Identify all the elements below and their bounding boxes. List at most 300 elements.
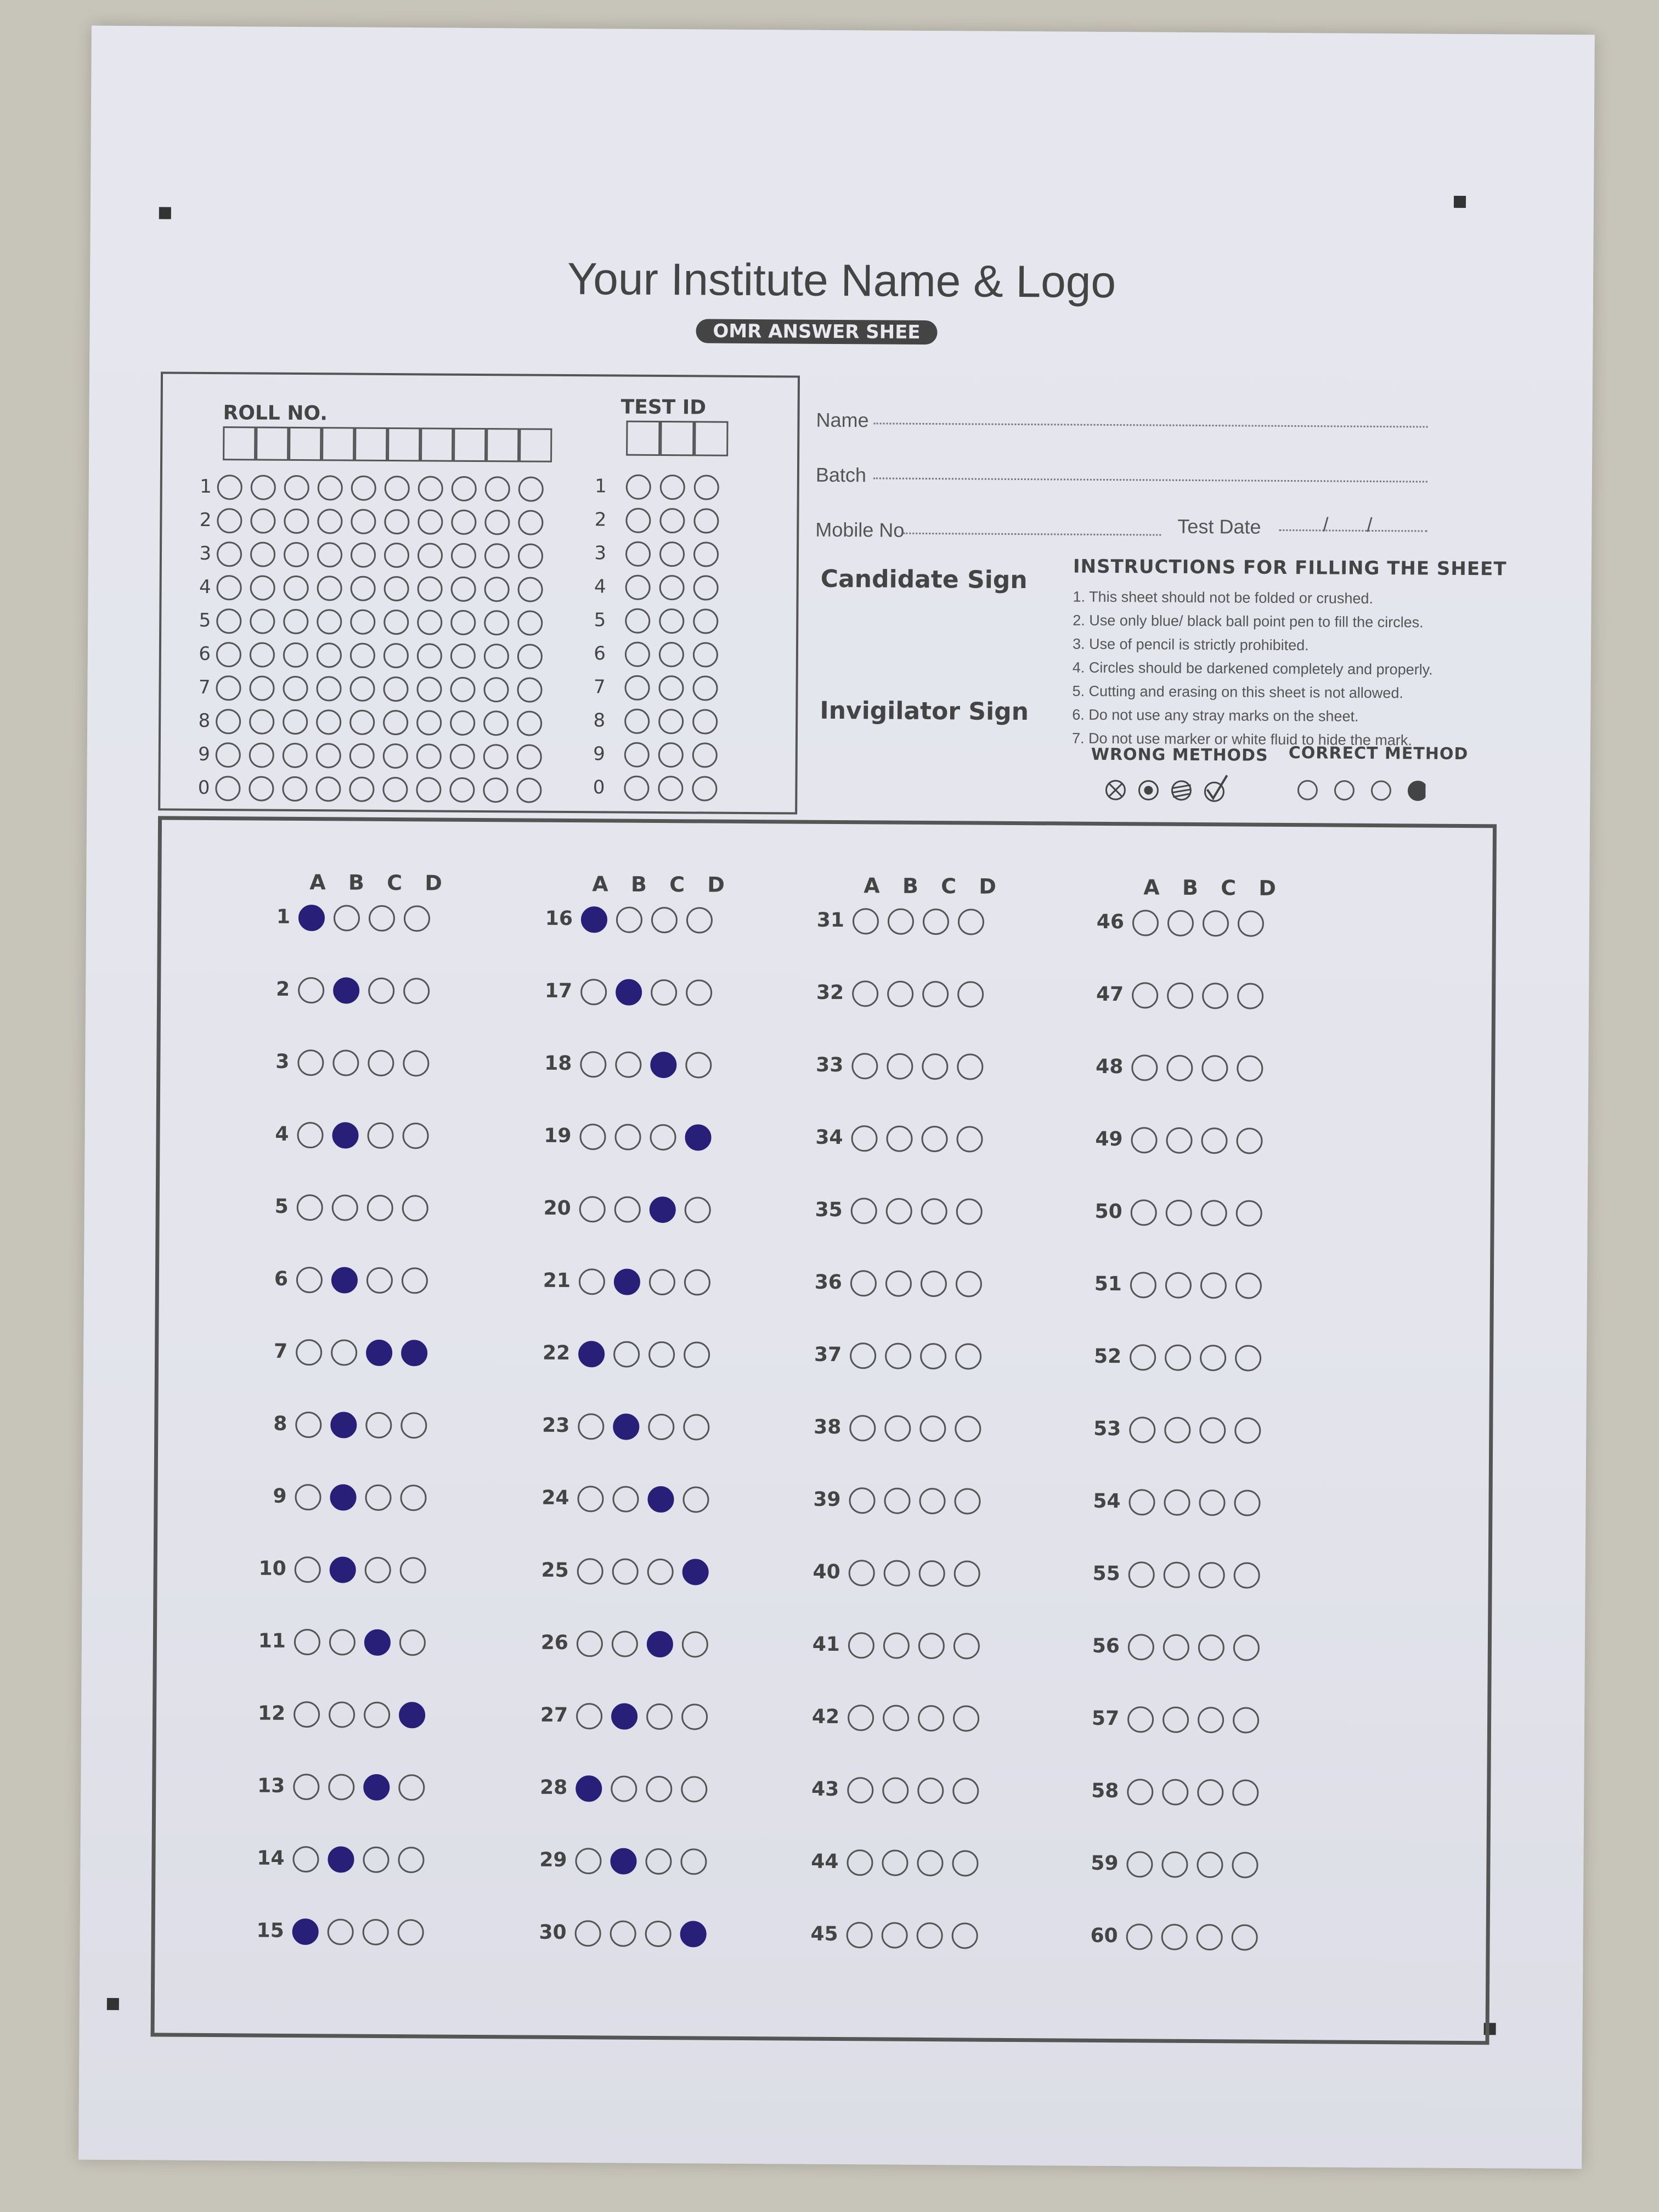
answer-bubble-b[interactable] bbox=[328, 1918, 354, 1945]
roll-digit-bubble[interactable] bbox=[216, 675, 241, 701]
test-id-digit-bubble[interactable] bbox=[692, 776, 717, 801]
answer-bubble-d[interactable] bbox=[683, 1414, 709, 1440]
answer-bubble-c[interactable] bbox=[651, 907, 678, 933]
answer-bubble-d[interactable] bbox=[681, 1776, 707, 1802]
answer-bubble-a[interactable] bbox=[1131, 1199, 1157, 1226]
answer-bubble-b[interactable] bbox=[328, 1774, 354, 1800]
answer-bubble-c[interactable] bbox=[366, 1340, 392, 1366]
roll-digit-bubble[interactable] bbox=[451, 577, 476, 602]
answer-bubble-b[interactable] bbox=[610, 1848, 636, 1875]
test-id-digit-bubble[interactable] bbox=[625, 642, 650, 667]
roll-number-digit-box[interactable] bbox=[321, 427, 354, 461]
answer-bubble-a[interactable] bbox=[851, 1053, 878, 1079]
test-id-digit-bubble[interactable] bbox=[694, 475, 719, 500]
answer-bubble-a[interactable] bbox=[849, 1415, 876, 1441]
roll-digit-bubble[interactable] bbox=[518, 543, 543, 568]
roll-digit-bubble[interactable] bbox=[217, 475, 242, 500]
answer-bubble-d[interactable] bbox=[1236, 1200, 1262, 1226]
answer-bubble-b[interactable] bbox=[882, 1850, 908, 1876]
roll-digit-bubble[interactable] bbox=[283, 642, 308, 668]
roll-digit-bubble[interactable] bbox=[417, 509, 443, 534]
roll-digit-bubble[interactable] bbox=[216, 608, 241, 634]
roll-number-digit-box[interactable] bbox=[519, 428, 552, 462]
roll-digit-bubble[interactable] bbox=[249, 675, 274, 701]
answer-bubble-b[interactable] bbox=[613, 1341, 640, 1368]
answer-bubble-b[interactable] bbox=[887, 981, 913, 1007]
answer-bubble-b[interactable] bbox=[334, 905, 360, 931]
roll-digit-bubble[interactable] bbox=[417, 610, 442, 635]
answer-bubble-d[interactable] bbox=[682, 1631, 708, 1657]
roll-digit-bubble[interactable] bbox=[249, 776, 274, 801]
roll-digit-bubble[interactable] bbox=[350, 643, 375, 668]
answer-bubble-c[interactable] bbox=[368, 978, 394, 1004]
answer-bubble-a[interactable] bbox=[581, 906, 607, 933]
answer-bubble-b[interactable] bbox=[330, 1556, 356, 1583]
answer-bubble-d[interactable] bbox=[402, 1267, 428, 1294]
answer-bubble-c[interactable] bbox=[1200, 1345, 1226, 1371]
roll-digit-bubble[interactable] bbox=[484, 543, 510, 568]
answer-bubble-b[interactable] bbox=[616, 907, 642, 933]
answer-bubble-a[interactable] bbox=[847, 1777, 873, 1803]
answer-bubble-b[interactable] bbox=[614, 1269, 640, 1295]
answer-bubble-d[interactable] bbox=[401, 1340, 427, 1366]
answer-bubble-b[interactable] bbox=[885, 1343, 911, 1369]
answer-bubble-d[interactable] bbox=[1232, 1924, 1258, 1950]
answer-bubble-a[interactable] bbox=[1131, 1127, 1157, 1153]
answer-bubble-d[interactable] bbox=[952, 1850, 978, 1876]
answer-bubble-b[interactable] bbox=[328, 1846, 354, 1872]
roll-digit-bubble[interactable] bbox=[416, 676, 442, 702]
test-id-digit-box[interactable] bbox=[694, 421, 728, 456]
roll-digit-bubble[interactable] bbox=[250, 642, 275, 667]
roll-number-digit-box[interactable] bbox=[223, 426, 256, 460]
answer-bubble-b[interactable] bbox=[329, 1629, 356, 1655]
test-id-digit-bubble[interactable] bbox=[625, 508, 651, 533]
answer-bubble-a[interactable] bbox=[849, 1560, 875, 1586]
answer-bubble-a[interactable] bbox=[296, 1267, 323, 1293]
roll-digit-bubble[interactable] bbox=[383, 710, 408, 735]
answer-bubble-c[interactable] bbox=[367, 1122, 393, 1149]
roll-digit-bubble[interactable] bbox=[517, 610, 543, 635]
answer-bubble-d[interactable] bbox=[957, 1053, 983, 1080]
answer-bubble-d[interactable] bbox=[686, 979, 712, 1006]
answer-bubble-b[interactable] bbox=[887, 1053, 913, 1080]
answer-bubble-c[interactable] bbox=[367, 1195, 393, 1221]
test-id-digit-bubble[interactable] bbox=[659, 575, 685, 600]
answer-bubble-d[interactable] bbox=[681, 1703, 708, 1730]
answer-bubble-b[interactable] bbox=[1166, 1055, 1193, 1081]
answer-bubble-b[interactable] bbox=[1167, 983, 1193, 1009]
answer-bubble-b[interactable] bbox=[332, 1194, 358, 1221]
answer-bubble-b[interactable] bbox=[333, 977, 359, 1003]
answer-bubble-a[interactable] bbox=[1130, 1272, 1156, 1298]
roll-digit-bubble[interactable] bbox=[217, 541, 242, 567]
answer-bubble-c[interactable] bbox=[922, 1053, 948, 1080]
test-id-digit-bubble[interactable] bbox=[625, 608, 650, 634]
test-date-field[interactable] bbox=[1279, 529, 1427, 532]
roll-digit-bubble[interactable] bbox=[317, 575, 342, 601]
answer-bubble-c[interactable] bbox=[923, 909, 949, 935]
test-id-digit-bubble[interactable] bbox=[659, 608, 684, 634]
roll-digit-bubble[interactable] bbox=[217, 508, 242, 533]
answer-bubble-b[interactable] bbox=[882, 1922, 908, 1949]
answer-bubble-d[interactable] bbox=[1235, 1345, 1261, 1371]
answer-bubble-b[interactable] bbox=[1161, 1924, 1188, 1950]
answer-bubble-a[interactable] bbox=[847, 1849, 873, 1876]
roll-digit-bubble[interactable] bbox=[216, 742, 241, 768]
roll-digit-bubble[interactable] bbox=[518, 577, 543, 602]
roll-digit-bubble[interactable] bbox=[483, 744, 509, 769]
roll-digit-bubble[interactable] bbox=[483, 777, 508, 803]
roll-digit-bubble[interactable] bbox=[416, 743, 442, 769]
test-id-digit-bubble[interactable] bbox=[692, 675, 718, 701]
answer-bubble-a[interactable] bbox=[1128, 1561, 1155, 1588]
answer-bubble-c[interactable] bbox=[366, 1267, 393, 1294]
roll-digit-bubble[interactable] bbox=[350, 610, 375, 635]
roll-digit-bubble[interactable] bbox=[517, 710, 542, 736]
roll-digit-bubble[interactable] bbox=[316, 743, 341, 768]
answer-bubble-a[interactable] bbox=[575, 1775, 602, 1802]
answer-bubble-c[interactable] bbox=[368, 1050, 394, 1076]
roll-digit-bubble[interactable] bbox=[351, 576, 376, 601]
answer-bubble-d[interactable] bbox=[953, 1705, 979, 1731]
roll-digit-bubble[interactable] bbox=[284, 542, 309, 567]
answer-bubble-b[interactable] bbox=[331, 1339, 357, 1365]
answer-bubble-d[interactable] bbox=[686, 907, 713, 933]
roll-digit-bubble[interactable] bbox=[283, 709, 308, 735]
test-id-digit-bubble[interactable] bbox=[693, 541, 719, 567]
answer-bubble-c[interactable] bbox=[919, 1415, 946, 1442]
answer-bubble-a[interactable] bbox=[850, 1342, 876, 1369]
test-id-digit-bubble[interactable] bbox=[693, 508, 719, 533]
answer-bubble-c[interactable] bbox=[917, 1922, 943, 1949]
answer-bubble-c[interactable] bbox=[922, 981, 949, 1007]
roll-digit-bubble[interactable] bbox=[283, 609, 308, 634]
answer-bubble-d[interactable] bbox=[398, 1774, 425, 1801]
roll-digit-bubble[interactable] bbox=[484, 610, 509, 635]
roll-digit-bubble[interactable] bbox=[483, 677, 509, 702]
answer-bubble-a[interactable] bbox=[295, 1484, 321, 1510]
answer-bubble-b[interactable] bbox=[610, 1921, 636, 1947]
answer-bubble-c[interactable] bbox=[1201, 1127, 1227, 1154]
mobile-field[interactable] bbox=[903, 533, 1161, 536]
answer-bubble-d[interactable] bbox=[1234, 1417, 1261, 1443]
roll-digit-bubble[interactable] bbox=[317, 609, 342, 634]
answer-bubble-a[interactable] bbox=[1132, 910, 1159, 936]
roll-digit-bubble[interactable] bbox=[417, 643, 442, 668]
answer-bubble-b[interactable] bbox=[332, 1049, 359, 1076]
answer-bubble-c[interactable] bbox=[646, 1703, 673, 1730]
answer-bubble-d[interactable] bbox=[956, 1271, 982, 1297]
roll-digit-bubble[interactable] bbox=[351, 543, 376, 568]
answer-bubble-a[interactable] bbox=[579, 1124, 606, 1150]
roll-digit-bubble[interactable] bbox=[451, 543, 476, 568]
answer-bubble-c[interactable] bbox=[647, 1559, 674, 1585]
batch-field[interactable] bbox=[873, 477, 1427, 482]
roll-digit-bubble[interactable] bbox=[349, 743, 375, 769]
answer-bubble-c[interactable] bbox=[1199, 1562, 1225, 1588]
answer-bubble-d[interactable] bbox=[958, 909, 984, 935]
answer-bubble-b[interactable] bbox=[885, 1271, 912, 1297]
roll-digit-bubble[interactable] bbox=[518, 476, 544, 501]
answer-bubble-b[interactable] bbox=[614, 1197, 641, 1223]
test-id-digit-bubble[interactable] bbox=[658, 776, 683, 801]
answer-bubble-d[interactable] bbox=[682, 1486, 709, 1513]
answer-bubble-c[interactable] bbox=[1202, 983, 1228, 1009]
test-id-digit-bubble[interactable] bbox=[624, 776, 649, 801]
answer-bubble-c[interactable] bbox=[1200, 1272, 1227, 1299]
roll-digit-bubble[interactable] bbox=[484, 644, 509, 669]
answer-bubble-b[interactable] bbox=[330, 1412, 357, 1438]
answer-bubble-a[interactable] bbox=[292, 1918, 319, 1945]
answer-bubble-a[interactable] bbox=[1131, 1054, 1158, 1081]
answer-bubble-b[interactable] bbox=[1162, 1779, 1188, 1805]
answer-bubble-a[interactable] bbox=[577, 1558, 603, 1584]
test-id-digit-bubble[interactable] bbox=[624, 742, 650, 768]
answer-bubble-c[interactable] bbox=[921, 1271, 947, 1297]
roll-digit-bubble[interactable] bbox=[317, 642, 342, 668]
answer-bubble-b[interactable] bbox=[616, 979, 642, 1006]
roll-digit-bubble[interactable] bbox=[284, 509, 309, 534]
answer-bubble-b[interactable] bbox=[612, 1559, 639, 1585]
answer-bubble-c[interactable] bbox=[1199, 1489, 1225, 1516]
test-id-digit-bubble[interactable] bbox=[626, 475, 651, 500]
test-id-digit-bubble[interactable] bbox=[659, 642, 684, 667]
answer-bubble-c[interactable] bbox=[363, 1919, 389, 1945]
answer-bubble-c[interactable] bbox=[920, 1343, 946, 1369]
answer-bubble-d[interactable] bbox=[685, 1124, 711, 1150]
answer-bubble-d[interactable] bbox=[952, 1922, 978, 1949]
roll-digit-bubble[interactable] bbox=[283, 676, 308, 701]
answer-bubble-a[interactable] bbox=[1126, 1851, 1153, 1877]
answer-bubble-d[interactable] bbox=[684, 1269, 710, 1295]
answer-bubble-a[interactable] bbox=[296, 1339, 322, 1365]
answer-bubble-b[interactable] bbox=[1165, 1272, 1192, 1299]
roll-number-digit-box[interactable] bbox=[289, 427, 321, 461]
answer-bubble-a[interactable] bbox=[849, 1487, 875, 1514]
answer-bubble-d[interactable] bbox=[952, 1778, 979, 1804]
answer-bubble-a[interactable] bbox=[575, 1848, 601, 1874]
roll-digit-bubble[interactable] bbox=[417, 543, 443, 568]
answer-bubble-c[interactable] bbox=[1203, 910, 1229, 936]
roll-digit-bubble[interactable] bbox=[384, 543, 409, 568]
answer-bubble-d[interactable] bbox=[400, 1485, 426, 1511]
roll-digit-bubble[interactable] bbox=[417, 576, 443, 601]
answer-bubble-b[interactable] bbox=[1161, 1852, 1188, 1878]
answer-bubble-c[interactable] bbox=[646, 1776, 672, 1802]
answer-bubble-d[interactable] bbox=[398, 1919, 424, 1945]
roll-digit-bubble[interactable] bbox=[249, 709, 274, 734]
answer-bubble-c[interactable] bbox=[648, 1341, 675, 1368]
answer-bubble-a[interactable] bbox=[297, 1122, 323, 1148]
answer-bubble-a[interactable] bbox=[1130, 1344, 1156, 1370]
answer-bubble-a[interactable] bbox=[580, 1051, 606, 1077]
test-id-digit-bubble[interactable] bbox=[625, 541, 651, 567]
answer-bubble-c[interactable] bbox=[1198, 1634, 1224, 1661]
answer-bubble-d[interactable] bbox=[954, 1560, 980, 1587]
answer-bubble-d[interactable] bbox=[684, 1341, 710, 1368]
roll-digit-bubble[interactable] bbox=[316, 676, 341, 701]
answer-bubble-c[interactable] bbox=[648, 1414, 674, 1440]
answer-bubble-a[interactable] bbox=[1126, 1923, 1153, 1950]
answer-bubble-c[interactable] bbox=[918, 1633, 945, 1659]
roll-digit-bubble[interactable] bbox=[316, 709, 341, 735]
answer-bubble-d[interactable] bbox=[1232, 1852, 1258, 1878]
roll-digit-bubble[interactable] bbox=[284, 575, 309, 601]
answer-bubble-d[interactable] bbox=[402, 1122, 428, 1149]
answer-bubble-b[interactable] bbox=[611, 1703, 637, 1730]
answer-bubble-c[interactable] bbox=[363, 1774, 390, 1801]
roll-number-digit-box[interactable] bbox=[453, 428, 486, 462]
answer-bubble-c[interactable] bbox=[649, 1269, 675, 1295]
roll-digit-bubble[interactable] bbox=[351, 509, 376, 534]
roll-digit-bubble[interactable] bbox=[451, 510, 476, 535]
answer-bubble-a[interactable] bbox=[575, 1920, 601, 1946]
answer-bubble-d[interactable] bbox=[400, 1412, 427, 1438]
answer-bubble-b[interactable] bbox=[1164, 1489, 1190, 1516]
answer-bubble-d[interactable] bbox=[1236, 1127, 1262, 1154]
roll-digit-bubble[interactable] bbox=[250, 575, 275, 600]
roll-digit-bubble[interactable] bbox=[251, 475, 276, 500]
roll-digit-bubble[interactable] bbox=[216, 642, 241, 667]
roll-digit-bubble[interactable] bbox=[450, 644, 476, 669]
roll-digit-bubble[interactable] bbox=[315, 776, 341, 802]
test-id-digit-bubble[interactable] bbox=[624, 675, 650, 701]
roll-digit-bubble[interactable] bbox=[250, 541, 275, 567]
answer-bubble-b[interactable] bbox=[888, 909, 914, 935]
test-id-digit-bubble[interactable] bbox=[658, 709, 684, 734]
answer-bubble-a[interactable] bbox=[295, 1556, 321, 1583]
roll-digit-bubble[interactable] bbox=[383, 743, 408, 769]
answer-bubble-b[interactable] bbox=[331, 1267, 358, 1293]
answer-bubble-d[interactable] bbox=[956, 1126, 983, 1152]
roll-digit-bubble[interactable] bbox=[518, 510, 543, 535]
roll-digit-bubble[interactable] bbox=[351, 476, 376, 501]
answer-bubble-a[interactable] bbox=[1129, 1417, 1155, 1443]
answer-bubble-c[interactable] bbox=[365, 1557, 391, 1583]
roll-digit-bubble[interactable] bbox=[450, 710, 475, 736]
answer-bubble-a[interactable] bbox=[853, 908, 879, 934]
answer-bubble-d[interactable] bbox=[1238, 910, 1264, 936]
roll-number-digit-box[interactable] bbox=[387, 427, 420, 461]
answer-bubble-c[interactable] bbox=[645, 1921, 672, 1947]
test-id-digit-bubble[interactable] bbox=[658, 742, 684, 768]
answer-bubble-d[interactable] bbox=[399, 1629, 426, 1656]
answer-bubble-a[interactable] bbox=[297, 1194, 323, 1221]
answer-bubble-b[interactable] bbox=[1166, 1200, 1192, 1226]
answer-bubble-a[interactable] bbox=[852, 980, 878, 1007]
answer-bubble-b[interactable] bbox=[1164, 1562, 1190, 1588]
answer-bubble-c[interactable] bbox=[364, 1702, 390, 1728]
answer-bubble-c[interactable] bbox=[364, 1629, 391, 1656]
roll-digit-bubble[interactable] bbox=[517, 744, 542, 769]
test-id-digit-box[interactable] bbox=[660, 421, 694, 456]
roll-digit-bubble[interactable] bbox=[317, 542, 342, 567]
roll-number-digit-box[interactable] bbox=[256, 427, 289, 461]
roll-digit-bubble[interactable] bbox=[284, 475, 309, 500]
answer-bubble-a[interactable] bbox=[292, 1846, 319, 1872]
name-field[interactable] bbox=[873, 422, 1427, 427]
answer-bubble-d[interactable] bbox=[404, 905, 430, 932]
answer-bubble-d[interactable] bbox=[1237, 1055, 1263, 1081]
answer-bubble-b[interactable] bbox=[1166, 1127, 1192, 1154]
roll-digit-bubble[interactable] bbox=[383, 643, 409, 668]
roll-digit-bubble[interactable] bbox=[517, 644, 543, 669]
answer-bubble-a[interactable] bbox=[577, 1630, 603, 1657]
answer-bubble-d[interactable] bbox=[685, 1052, 712, 1078]
answer-bubble-d[interactable] bbox=[398, 1847, 424, 1873]
test-id-digit-bubble[interactable] bbox=[693, 608, 718, 634]
roll-digit-bubble[interactable] bbox=[452, 476, 477, 501]
answer-bubble-b[interactable] bbox=[612, 1631, 638, 1657]
roll-digit-bubble[interactable] bbox=[349, 710, 375, 735]
roll-digit-bubble[interactable] bbox=[283, 743, 308, 768]
answer-bubble-b[interactable] bbox=[1164, 1417, 1190, 1443]
answer-bubble-d[interactable] bbox=[953, 1633, 980, 1659]
answer-bubble-d[interactable] bbox=[682, 1559, 709, 1585]
answer-bubble-d[interactable] bbox=[400, 1557, 426, 1583]
test-id-digit-bubble[interactable] bbox=[692, 742, 718, 768]
roll-digit-bubble[interactable] bbox=[250, 608, 275, 634]
answer-bubble-a[interactable] bbox=[298, 977, 324, 1003]
answer-bubble-c[interactable] bbox=[917, 1778, 944, 1804]
answer-bubble-d[interactable] bbox=[680, 1921, 707, 1947]
answer-bubble-d[interactable] bbox=[1234, 1489, 1260, 1516]
answer-bubble-a[interactable] bbox=[579, 1268, 605, 1295]
answer-bubble-b[interactable] bbox=[1165, 1345, 1191, 1371]
answer-bubble-c[interactable] bbox=[650, 1197, 676, 1223]
answer-bubble-a[interactable] bbox=[1127, 1706, 1154, 1733]
roll-digit-bubble[interactable] bbox=[449, 777, 475, 803]
answer-bubble-c[interactable] bbox=[365, 1485, 391, 1511]
answer-bubble-b[interactable] bbox=[886, 1198, 912, 1224]
answer-bubble-d[interactable] bbox=[955, 1415, 981, 1442]
answer-bubble-a[interactable] bbox=[848, 1705, 874, 1731]
answer-bubble-a[interactable] bbox=[578, 1341, 605, 1367]
answer-bubble-c[interactable] bbox=[1197, 1924, 1223, 1950]
answer-bubble-d[interactable] bbox=[685, 1197, 711, 1223]
answer-bubble-c[interactable] bbox=[1197, 1852, 1223, 1878]
answer-bubble-a[interactable] bbox=[848, 1632, 874, 1658]
answer-bubble-a[interactable] bbox=[847, 1922, 873, 1948]
answer-bubble-c[interactable] bbox=[365, 1412, 392, 1438]
answer-bubble-c[interactable] bbox=[363, 1847, 389, 1873]
roll-digit-bubble[interactable] bbox=[450, 677, 475, 702]
answer-bubble-b[interactable] bbox=[884, 1488, 910, 1514]
answer-bubble-c[interactable] bbox=[1201, 1200, 1227, 1226]
answer-bubble-a[interactable] bbox=[298, 905, 325, 931]
test-id-digit-bubble[interactable] bbox=[624, 709, 650, 734]
answer-bubble-b[interactable] bbox=[884, 1415, 911, 1442]
answer-bubble-c[interactable] bbox=[650, 1052, 676, 1078]
answer-bubble-a[interactable] bbox=[1128, 1634, 1154, 1660]
roll-digit-bubble[interactable] bbox=[383, 676, 408, 702]
answer-bubble-a[interactable] bbox=[850, 1270, 877, 1296]
answer-bubble-d[interactable] bbox=[403, 978, 430, 1004]
answer-bubble-d[interactable] bbox=[957, 981, 984, 1007]
answer-bubble-d[interactable] bbox=[1233, 1634, 1260, 1661]
answer-bubble-c[interactable] bbox=[651, 979, 677, 1006]
answer-bubble-b[interactable] bbox=[614, 1124, 641, 1150]
test-id-digit-bubble[interactable] bbox=[658, 675, 684, 701]
answer-bubble-a[interactable] bbox=[580, 979, 607, 1005]
answer-bubble-a[interactable] bbox=[295, 1412, 321, 1438]
test-id-digit-box[interactable] bbox=[626, 421, 660, 456]
roll-digit-bubble[interactable] bbox=[484, 510, 510, 535]
answer-bubble-c[interactable] bbox=[1198, 1707, 1224, 1733]
answer-bubble-b[interactable] bbox=[332, 1122, 358, 1148]
answer-bubble-b[interactable] bbox=[883, 1705, 909, 1731]
